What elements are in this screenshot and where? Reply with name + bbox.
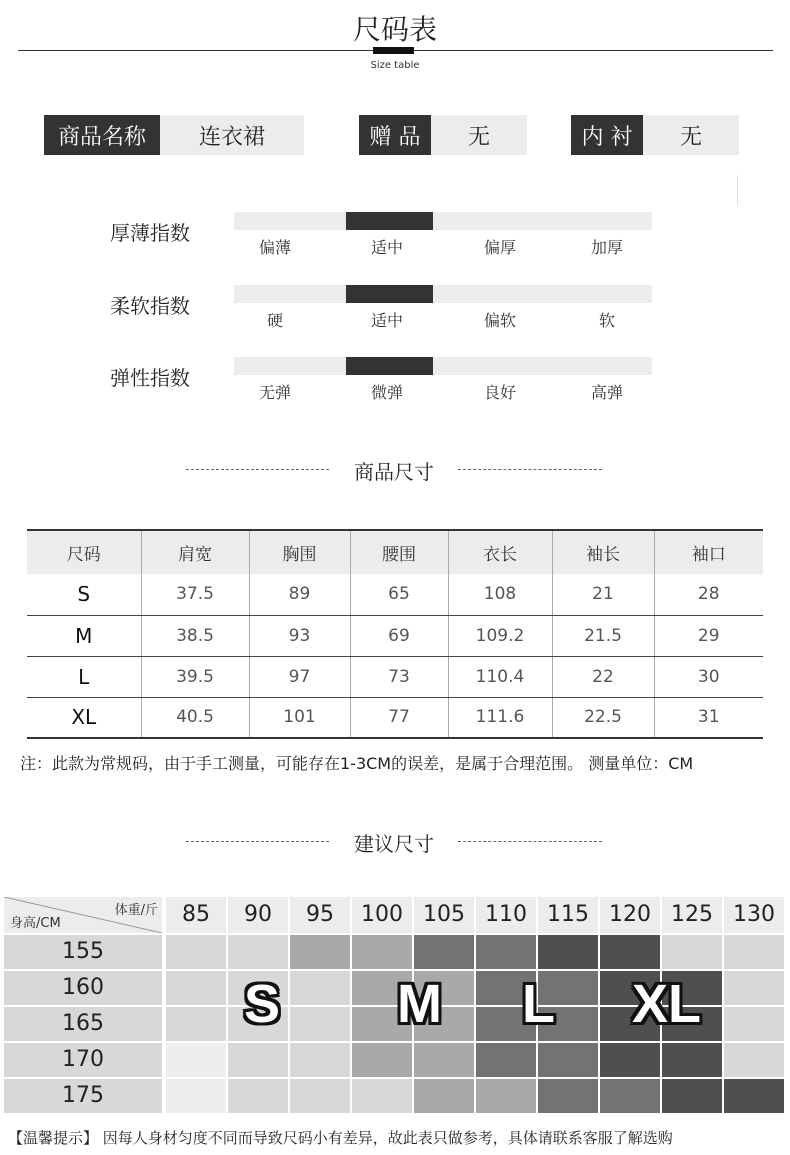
grid-cell — [166, 1043, 226, 1077]
measure-cell: 109.2 — [448, 615, 552, 656]
measure-cell: 65 — [350, 574, 448, 615]
weight-header: 85 — [166, 897, 226, 933]
index-bar — [234, 357, 652, 375]
grid-cell — [724, 1079, 784, 1113]
measure-cell: 38.5 — [141, 615, 249, 656]
weight-header: 90 — [228, 897, 288, 933]
page-subtitle: Size table — [370, 60, 420, 71]
grid-cell — [290, 1007, 350, 1041]
height-header: 175 — [4, 1079, 162, 1113]
weight-header: 130 — [724, 897, 784, 933]
index-option: 偏薄 — [258, 238, 291, 257]
column-header: 袖长 — [552, 530, 654, 574]
grid-cell — [166, 935, 226, 969]
measure-cell: 110.4 — [448, 656, 552, 697]
index-selected-marker — [346, 357, 433, 375]
height-header: 165 — [4, 1007, 162, 1041]
size-table-header — [27, 530, 763, 574]
index-option: 软 — [598, 311, 615, 330]
size-cell: L — [27, 656, 141, 697]
grid-cell — [414, 1079, 474, 1113]
column-header: 尺码 — [27, 530, 141, 574]
grid-cell — [724, 971, 784, 1005]
measure-cell: 22.5 — [552, 697, 654, 738]
measure-cell: 40.5 — [141, 697, 249, 738]
weight-header: 120 — [600, 897, 660, 933]
grid-cell — [228, 1043, 288, 1077]
weight-header: 115 — [538, 897, 598, 933]
grid-cell — [538, 1079, 598, 1113]
size-cell: XL — [27, 697, 141, 738]
grid-cell — [290, 935, 350, 969]
measure-cell: 30 — [654, 656, 763, 697]
grid-cell — [538, 1043, 598, 1077]
grid-cell — [166, 971, 226, 1005]
index-option: 硬 — [266, 311, 283, 330]
section-line-right — [458, 469, 602, 470]
info-label-name: 商品名称 — [44, 115, 160, 155]
section-line-left — [186, 469, 329, 470]
grid-cell — [228, 1079, 288, 1113]
measure-cell: 37.5 — [141, 574, 249, 615]
index-selected-marker — [346, 285, 433, 303]
measure-cell: 29 — [654, 615, 763, 656]
grid-cell — [290, 1043, 350, 1077]
size-letter-m: M — [397, 974, 442, 1034]
index-option: 微弹 — [370, 383, 403, 402]
grid-cell — [538, 935, 598, 969]
size-letter-s: S — [244, 974, 281, 1034]
measure-cell: 21.5 — [552, 615, 654, 656]
measure-cell: 31 — [654, 697, 763, 738]
grid-cell — [290, 1079, 350, 1113]
column-header: 袖口 — [654, 530, 763, 574]
weight-header: 95 — [290, 897, 350, 933]
measure-cell: 22 — [552, 656, 654, 697]
grid-cell — [476, 1043, 536, 1077]
index-label: 柔软指数 — [110, 294, 190, 318]
index-option: 良好 — [483, 383, 516, 402]
size-letter-xl: XL — [632, 974, 702, 1034]
page-title: 尺码表 — [352, 13, 437, 46]
grid-cell — [600, 1043, 660, 1077]
size-cell: S — [27, 574, 141, 615]
info-value-name: 连衣裙 — [160, 115, 304, 155]
measure-cell: 69 — [350, 615, 448, 656]
info-value-gift: 无 — [431, 115, 527, 155]
measure-cell: 111.6 — [448, 697, 552, 738]
grid-cell — [228, 935, 288, 969]
grid-cell — [662, 1043, 722, 1077]
index-bar — [234, 285, 652, 303]
column-header: 腰围 — [350, 530, 448, 574]
measure-cell: 77 — [350, 697, 448, 738]
grid-cell — [724, 1043, 784, 1077]
table-row — [27, 615, 763, 656]
column-header: 衣长 — [448, 530, 552, 574]
table-row — [27, 697, 763, 738]
column-header: 肩宽 — [141, 530, 249, 574]
measure-cell: 101 — [249, 697, 350, 738]
height-header: 155 — [4, 935, 162, 969]
measure-cell: 97 — [249, 656, 350, 697]
grid-cell — [600, 935, 660, 969]
title-marker — [373, 47, 414, 54]
decorative-tick — [737, 175, 738, 205]
weight-header: 110 — [476, 897, 536, 933]
measure-cell: 28 — [654, 574, 763, 615]
height-header: 160 — [4, 971, 162, 1005]
index-option: 加厚 — [590, 238, 623, 257]
info-label-gift: 赠 品 — [359, 115, 431, 155]
info-value-lining: 无 — [643, 115, 739, 155]
index-option: 无弹 — [258, 383, 291, 402]
index-bar — [234, 212, 652, 230]
grid-cell — [352, 1079, 412, 1113]
weight-header: 100 — [352, 897, 412, 933]
index-label: 弹性指数 — [110, 366, 190, 390]
grid-cell — [290, 971, 350, 1005]
measure-cell: 89 — [249, 574, 350, 615]
grid-cell — [166, 1079, 226, 1113]
grid-cell — [476, 935, 536, 969]
grid-cell — [414, 935, 474, 969]
index-option: 偏软 — [483, 311, 516, 330]
measure-cell: 108 — [448, 574, 552, 615]
measurement-note: 注：此款为常规码，由于手工测量，可能存在1-3CM的误差，是属于合理范围。 测量单位：CM — [20, 754, 694, 773]
section-line-right — [458, 841, 602, 842]
size-cell: M — [27, 615, 141, 656]
table-row — [27, 574, 763, 615]
info-label-lining: 内 衬 — [571, 115, 643, 155]
measure-cell: 73 — [350, 656, 448, 697]
grid-corner — [4, 897, 162, 933]
section-title-recommend: 建议尺寸 — [354, 832, 434, 856]
weight-header: 105 — [414, 897, 474, 933]
size-table — [27, 529, 763, 739]
table-row — [27, 656, 763, 697]
height-header: 170 — [4, 1043, 162, 1077]
index-label: 厚薄指数 — [110, 221, 190, 245]
column-header: 胸围 — [249, 530, 350, 574]
grid-cell — [352, 1043, 412, 1077]
grid-cell — [600, 1079, 660, 1113]
measure-cell: 21 — [552, 574, 654, 615]
measure-cell: 93 — [249, 615, 350, 656]
grid-cell — [662, 1079, 722, 1113]
index-option: 偏厚 — [483, 238, 516, 257]
section-line-left — [186, 841, 329, 842]
grid-cell — [724, 935, 784, 969]
warm-tip: 【温馨提示】 因每人身材匀度不同而导致尺码小有差异，故此表只做参考，具体请联系客服了解选购 — [8, 1129, 673, 1147]
weight-header: 125 — [662, 897, 722, 933]
grid-cell — [662, 935, 722, 969]
index-option: 高弹 — [590, 383, 623, 402]
weight-axis-label: 体重/斤 — [114, 903, 158, 918]
grid-cell — [724, 1007, 784, 1041]
grid-cell — [476, 1079, 536, 1113]
index-selected-marker — [346, 212, 433, 230]
measure-cell: 39.5 — [141, 656, 249, 697]
grid-cell — [414, 1043, 474, 1077]
section-title-product-size: 商品尺寸 — [354, 460, 434, 484]
index-option: 适中 — [370, 311, 403, 330]
grid-cell — [166, 1007, 226, 1041]
grid-cell — [352, 935, 412, 969]
size-letter-l: L — [522, 974, 555, 1034]
height-axis-label: 身高/CM — [10, 916, 61, 931]
index-option: 适中 — [370, 238, 403, 257]
